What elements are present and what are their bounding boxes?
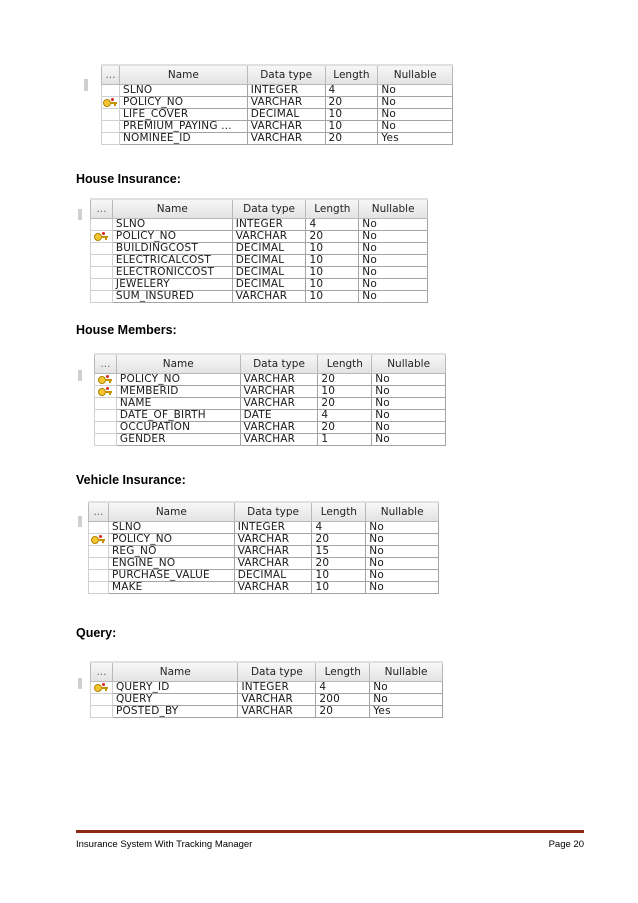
length-cell: 4 (312, 522, 366, 534)
schema-table-1 (101, 64, 453, 145)
data-type-cell: DECIMAL (247, 109, 325, 121)
gutter-header: ... (95, 354, 117, 374)
table-row (91, 682, 443, 694)
length-cell: 20 (318, 374, 372, 386)
data-type-cell: DECIMAL (234, 570, 312, 582)
data-type-cell: DATE (240, 410, 318, 422)
nullable-cell: No (359, 279, 428, 291)
name-header: Name (116, 354, 240, 374)
row-gutter (89, 570, 109, 582)
data-type-cell: VARCHAR (240, 398, 318, 410)
gutter-header: ... (91, 199, 113, 219)
column-name-cell: NAME (116, 398, 240, 410)
table-marker (84, 79, 88, 91)
column-name-cell: MAKE (108, 582, 234, 594)
nullable-cell: No (359, 219, 428, 231)
primary-key-icon (91, 535, 105, 544)
data-type-cell: INTEGER (234, 522, 312, 534)
row-gutter (95, 434, 117, 446)
length-cell: 10 (306, 255, 359, 267)
data-type-cell: VARCHAR (240, 386, 318, 398)
section-heading-house-members: House Members: (76, 323, 177, 337)
length-cell: 15 (312, 546, 366, 558)
row-gutter (95, 422, 117, 434)
length-cell: 4 (318, 410, 372, 422)
nullable-cell: Yes (370, 706, 443, 718)
type-header: Data type (238, 662, 316, 682)
table-row (91, 219, 428, 231)
data-type-cell: DECIMAL (232, 279, 306, 291)
column-name-cell: SLNO (108, 522, 234, 534)
column-name-cell: PURCHASE_VALUE (108, 570, 234, 582)
length-header: Length (306, 199, 359, 219)
length-cell: 10 (306, 243, 359, 255)
gutter-header: ... (102, 65, 120, 85)
table-row (91, 231, 428, 243)
row-gutter (102, 85, 120, 97)
column-name-cell: ENGINE_NO (108, 558, 234, 570)
nullable-cell: No (359, 243, 428, 255)
primary-key-icon (94, 232, 108, 241)
table-row (95, 434, 446, 446)
section-heading-house-insurance: House Insurance: (76, 172, 181, 186)
row-gutter (95, 386, 117, 398)
column-name-cell: SLNO (112, 219, 232, 231)
table-marker (78, 209, 82, 220)
table-row (102, 109, 453, 121)
table-row (95, 374, 446, 386)
column-name-cell: LIFE_COVER (119, 109, 247, 121)
name-header: Name (112, 662, 238, 682)
nullable-header: Nullable (370, 662, 443, 682)
data-type-cell: INTEGER (238, 682, 316, 694)
type-header: Data type (234, 502, 312, 522)
row-gutter (91, 706, 113, 718)
table-marker (78, 678, 82, 689)
nullable-cell: No (372, 386, 446, 398)
table-row (91, 267, 428, 279)
primary-key-icon (103, 98, 117, 107)
data-type-cell: VARCHAR (247, 133, 325, 145)
length-cell: 200 (316, 694, 370, 706)
row-gutter (89, 558, 109, 570)
length-cell: 20 (318, 422, 372, 434)
length-cell: 20 (306, 231, 359, 243)
gutter-header: ... (91, 662, 113, 682)
column-name-cell: ELECTRICALCOST (112, 255, 232, 267)
primary-key-icon (98, 375, 112, 384)
table-row (95, 398, 446, 410)
nullable-cell: No (359, 267, 428, 279)
table-header (102, 65, 453, 85)
primary-key-icon (98, 387, 112, 396)
nullable-header: Nullable (359, 199, 428, 219)
data-type-cell: INTEGER (232, 219, 306, 231)
length-cell: 10 (312, 582, 366, 594)
nullable-header: Nullable (378, 65, 453, 85)
table-row (95, 422, 446, 434)
row-gutter (95, 410, 117, 422)
schema-table-2 (90, 198, 428, 303)
column-name-cell: DATE_OF_BIRTH (116, 410, 240, 422)
primary-key-icon (94, 683, 108, 692)
data-type-cell: VARCHAR (234, 582, 312, 594)
nullable-cell: No (378, 97, 453, 109)
row-gutter (91, 255, 113, 267)
row-gutter (91, 243, 113, 255)
table-marker (78, 370, 82, 381)
schema-table-3 (94, 353, 446, 446)
length-cell: 10 (325, 109, 378, 121)
row-gutter (91, 682, 113, 694)
nullable-cell: No (370, 694, 443, 706)
column-name-cell: POLICY_NO (119, 97, 247, 109)
nullable-cell: No (366, 534, 439, 546)
name-header: Name (112, 199, 232, 219)
table-row (102, 133, 453, 145)
column-name-cell: POSTED_BY (112, 706, 238, 718)
table-row (95, 410, 446, 422)
row-gutter (89, 546, 109, 558)
length-cell: 20 (312, 558, 366, 570)
nullable-cell: No (366, 546, 439, 558)
nullable-cell: No (359, 255, 428, 267)
row-gutter (91, 291, 113, 303)
nullable-cell: No (366, 570, 439, 582)
table-row (89, 570, 439, 582)
column-name-cell: POLICY_NO (112, 231, 232, 243)
data-type-cell: VARCHAR (232, 291, 306, 303)
row-gutter (91, 694, 113, 706)
length-cell: 10 (306, 279, 359, 291)
table-row (89, 558, 439, 570)
nullable-cell: No (359, 231, 428, 243)
type-header: Data type (240, 354, 318, 374)
nullable-cell: No (378, 121, 453, 133)
row-gutter (102, 109, 120, 121)
table-row (89, 522, 439, 534)
row-gutter (95, 398, 117, 410)
data-type-cell: VARCHAR (240, 434, 318, 446)
table-row (102, 85, 453, 97)
type-header: Data type (232, 199, 306, 219)
table-row (89, 546, 439, 558)
table-row (91, 291, 428, 303)
table-row (89, 534, 439, 546)
data-type-cell: VARCHAR (232, 231, 306, 243)
footer-rule (76, 830, 584, 833)
table-header (91, 199, 428, 219)
row-gutter (91, 267, 113, 279)
nullable-cell: No (372, 398, 446, 410)
length-cell: 20 (316, 706, 370, 718)
data-type-cell: VARCHAR (240, 374, 318, 386)
column-name-cell: OCCUPATION (116, 422, 240, 434)
length-cell: 20 (325, 133, 378, 145)
nullable-cell: No (372, 410, 446, 422)
footer-title: Insurance System With Tracking Manager (76, 839, 253, 850)
nullable-cell: No (378, 109, 453, 121)
length-cell: 10 (318, 386, 372, 398)
length-cell: 20 (318, 398, 372, 410)
schema-table-4 (88, 501, 439, 594)
name-header: Name (119, 65, 247, 85)
column-name-cell: SUM_INSURED (112, 291, 232, 303)
data-type-cell: DECIMAL (232, 243, 306, 255)
gutter-header: ... (89, 502, 109, 522)
length-header: Length (325, 65, 378, 85)
table-header (89, 502, 439, 522)
column-name-cell: BUILDINGCOST (112, 243, 232, 255)
page-number: Page 20 (548, 839, 584, 850)
column-name-cell: POLICY_NO (116, 374, 240, 386)
section-heading-query: Query: (76, 626, 117, 640)
table-row (91, 706, 443, 718)
length-cell: 4 (325, 85, 378, 97)
data-type-cell: VARCHAR (247, 121, 325, 133)
table-marker (78, 516, 82, 527)
length-cell: 20 (325, 97, 378, 109)
row-gutter (91, 279, 113, 291)
table-row (89, 582, 439, 594)
data-type-cell: VARCHAR (234, 534, 312, 546)
row-gutter (102, 133, 120, 145)
data-type-cell: VARCHAR (238, 694, 316, 706)
nullable-cell: No (370, 682, 443, 694)
length-cell: 10 (325, 121, 378, 133)
table-row (102, 121, 453, 133)
nullable-header: Nullable (366, 502, 439, 522)
nullable-cell: No (372, 374, 446, 386)
nullable-cell: No (372, 434, 446, 446)
length-header: Length (312, 502, 366, 522)
row-gutter (95, 374, 117, 386)
column-name-cell: MEMBERID (116, 386, 240, 398)
data-type-cell: INTEGER (247, 85, 325, 97)
table-row (91, 243, 428, 255)
nullable-cell: No (366, 582, 439, 594)
name-header: Name (108, 502, 234, 522)
table-row (102, 97, 453, 109)
type-header: Data type (247, 65, 325, 85)
data-type-cell: VARCHAR (234, 546, 312, 558)
nullable-cell: No (372, 422, 446, 434)
data-type-cell: VARCHAR (234, 558, 312, 570)
nullable-cell: No (359, 291, 428, 303)
column-name-cell: QUERY (112, 694, 238, 706)
nullable-cell: No (366, 558, 439, 570)
nullable-cell: No (366, 522, 439, 534)
nullable-cell: No (378, 85, 453, 97)
table-header (91, 662, 443, 682)
table-row (91, 279, 428, 291)
schema-table-5 (90, 661, 443, 718)
table-row (95, 386, 446, 398)
data-type-cell: VARCHAR (247, 97, 325, 109)
table-row (91, 255, 428, 267)
length-cell: 1 (318, 434, 372, 446)
data-type-cell: VARCHAR (240, 422, 318, 434)
row-gutter (89, 582, 109, 594)
length-cell: 10 (306, 291, 359, 303)
row-gutter (89, 534, 109, 546)
column-name-cell: JEWELERY (112, 279, 232, 291)
column-name-cell: NOMINEE_ID (119, 133, 247, 145)
length-cell: 20 (312, 534, 366, 546)
length-cell: 10 (306, 267, 359, 279)
column-name-cell: POLICY_NO (108, 534, 234, 546)
length-cell: 4 (316, 682, 370, 694)
length-header: Length (318, 354, 372, 374)
length-cell: 4 (306, 219, 359, 231)
column-name-cell: PREMIUM_PAYING ... (119, 121, 247, 133)
section-heading-vehicle-insurance: Vehicle Insurance: (76, 473, 186, 487)
column-name-cell: GENDER (116, 434, 240, 446)
row-gutter (89, 522, 109, 534)
column-name-cell: SLNO (119, 85, 247, 97)
row-gutter (91, 231, 113, 243)
length-cell: 10 (312, 570, 366, 582)
data-type-cell: DECIMAL (232, 255, 306, 267)
table-row (91, 694, 443, 706)
column-name-cell: ELECTRONICCOST (112, 267, 232, 279)
table-header (95, 354, 446, 374)
nullable-header: Nullable (372, 354, 446, 374)
row-gutter (102, 97, 120, 109)
column-name-cell: QUERY_ID (112, 682, 238, 694)
row-gutter (102, 121, 120, 133)
row-gutter (91, 219, 113, 231)
column-name-cell: REG_NO (108, 546, 234, 558)
data-type-cell: VARCHAR (238, 706, 316, 718)
data-type-cell: DECIMAL (232, 267, 306, 279)
nullable-cell: Yes (378, 133, 453, 145)
length-header: Length (316, 662, 370, 682)
